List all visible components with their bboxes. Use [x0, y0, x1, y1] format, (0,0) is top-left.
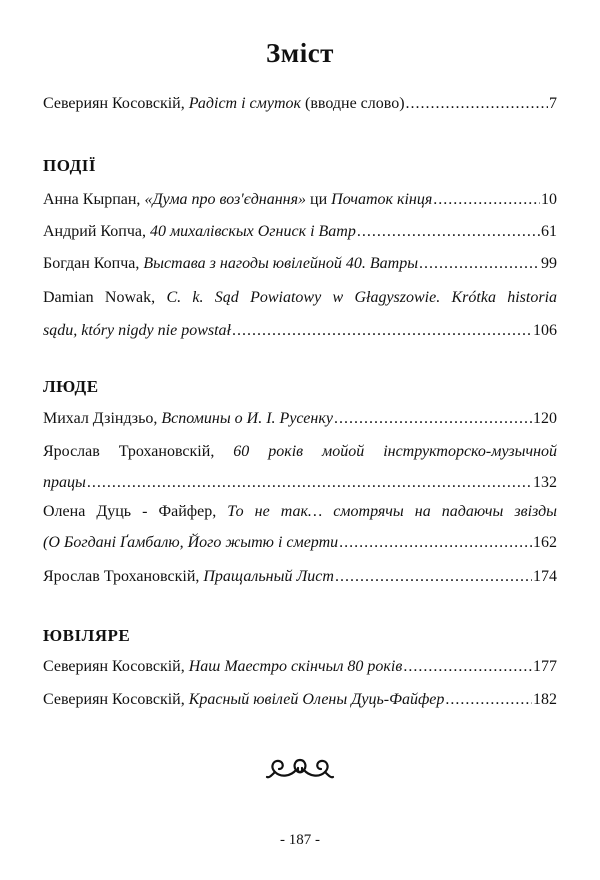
entry-title: То не так… смотрячы на падаючы звізды — [227, 503, 558, 520]
dot-leader — [232, 316, 532, 346]
entry-author: Михал Дзіндзьо, — [43, 410, 158, 427]
dot-leader — [406, 89, 548, 119]
entry-author: Анна Кырпан, — [43, 191, 141, 208]
entry-title: Наш Маестро скінчыл 80 років — [188, 658, 403, 675]
toc-entry — [43, 217, 557, 247]
entry-page: 10 — [541, 191, 557, 208]
entry-subtitle: Початок кінця — [331, 191, 433, 208]
dot-leader — [433, 185, 540, 215]
page-title: Зміст — [266, 38, 334, 68]
toc-entry — [43, 249, 557, 279]
entry-author: Севериян Косовскій, — [43, 658, 185, 675]
entry-page: 120 — [533, 410, 557, 427]
entry-title-cont: (О Богдані Ґамбалю, Його жытю і смерти — [43, 534, 339, 551]
entry-title: Выстава з нагоды ювілейной 40. Ватры — [143, 255, 419, 272]
section-heading-yuvilyare: ЮВІЛЯРЕ — [43, 626, 131, 645]
ornament-divider-icon — [0, 752, 600, 791]
dot-leader — [445, 685, 532, 715]
dot-leader — [335, 562, 532, 592]
page-number: - 187 - — [280, 832, 320, 848]
entry-page: 61 — [541, 223, 557, 240]
entry-title-cont: sądu, który nigdy nie powstał — [43, 322, 231, 339]
toc-entry-intro — [43, 89, 557, 119]
entry-author: Олена Дуць - Файфер, — [43, 503, 217, 520]
entry-page: 162 — [533, 534, 557, 551]
entry-author: Ярослав Трохановскій, — [43, 568, 200, 585]
toc-entry — [43, 652, 557, 682]
entry-author: Damian Nowak, — [43, 289, 156, 306]
toc-entry — [43, 404, 557, 434]
entry-author: Андрий Копча, — [43, 223, 146, 240]
dot-leader — [339, 528, 532, 558]
toc-entry — [43, 685, 557, 715]
entry-title: C. k. Sąd Powiatowy w Głagyszowie. Krótka historia — [166, 289, 558, 306]
section-heading-liude: ЛЮДЕ — [43, 377, 99, 396]
section-heading-podii: ПОДІЇ — [43, 156, 97, 175]
entry-title: «Дума про воз'єднання» — [144, 191, 307, 208]
dot-leader — [87, 468, 532, 498]
toc-entry — [43, 283, 557, 346]
entry-page: 174 — [533, 568, 557, 585]
entry-title: Радіст і смуток — [188, 95, 301, 112]
entry-page: 7 — [549, 95, 557, 112]
entry-author: Богдан Копча, — [43, 255, 140, 272]
entry-author: Ярослав Трохановскій, — [43, 443, 215, 460]
entry-page: 177 — [533, 658, 557, 675]
entry-title: Красный ювілей Олены Дуць-Файфер — [188, 691, 445, 708]
entry-page: 99 — [541, 255, 557, 272]
toc-entry — [43, 497, 557, 558]
entry-note: ци — [310, 191, 328, 208]
entry-page: 182 — [533, 691, 557, 708]
entry-page: 132 — [533, 474, 557, 491]
dot-leader — [403, 652, 532, 682]
dot-leader — [419, 249, 540, 279]
entry-title-cont: працы — [43, 474, 86, 491]
entry-title: Вспомины о И. І. Русенку — [161, 410, 333, 427]
entry-author: Севериян Косовскій, — [43, 691, 185, 708]
toc-entry — [43, 437, 557, 498]
toc-entry — [43, 185, 557, 215]
dot-leader — [334, 404, 532, 434]
entry-author: Севериян Косовскій, — [43, 95, 185, 112]
dot-leader — [357, 217, 540, 247]
toc-entry — [43, 562, 557, 592]
entry-title: 60 років мойой інструкторско-музычной — [233, 443, 558, 460]
entry-page: 106 — [533, 322, 557, 339]
entry-title: 40 михалівскых Огниск і Ватр — [149, 223, 356, 240]
entry-note: (вводне слово) — [305, 95, 405, 112]
ornament-flourish-icon — [265, 752, 335, 786]
entry-title: Пращальный Лист — [203, 568, 334, 585]
